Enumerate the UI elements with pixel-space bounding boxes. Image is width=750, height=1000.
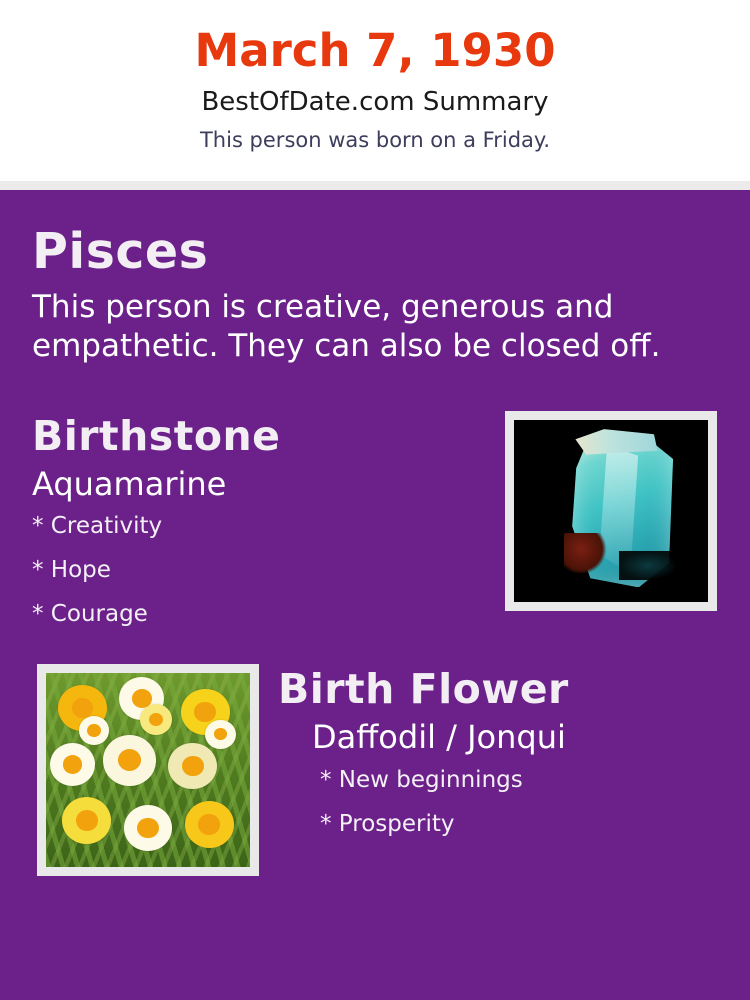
flower-bloom-icon: [79, 716, 110, 745]
content-panel: [0, 190, 750, 1000]
flower-bloom-icon: [205, 720, 236, 749]
gem-top-icon: [568, 429, 657, 454]
gem-inclusion-icon: [564, 533, 607, 573]
site-summary-label: BestOfDate.com Summary: [201, 87, 549, 117]
birthflower-text: [278, 662, 708, 846]
birthflower-image: [37, 664, 259, 876]
header: [0, 0, 750, 181]
header-divider: [0, 181, 750, 190]
birthstone-trait: * Courage: [32, 601, 148, 627]
flower-bloom-icon: [103, 735, 156, 785]
flower-bloom-icon: [185, 801, 234, 848]
birthstone-title: Birthstone: [32, 412, 281, 460]
zodiac-description: This person is creative, generous and empathetic. They can also be closed off.: [32, 289, 661, 364]
birthstone-image: [505, 411, 717, 611]
birthflower-title: Birth Flower: [278, 665, 569, 713]
birthflower-name: Daffodil / Jonqui: [312, 718, 566, 756]
birthflower-trait: * New beginnings: [320, 767, 523, 793]
flower-bloom-icon: [50, 743, 95, 786]
birthflower-trait: * Prosperity: [320, 811, 455, 837]
birthflower-image-inner: [46, 673, 250, 867]
birth-day-note: This person was born on a Friday.: [199, 128, 551, 152]
flower-bloom-icon: [62, 797, 111, 844]
birthstone-section: [32, 410, 718, 650]
zodiac-sign-title: Pisces: [32, 223, 209, 280]
birthstone-name: Aquamarine: [32, 465, 227, 503]
birthflower-section: [32, 662, 718, 882]
birthstone-image-inner: [514, 420, 708, 602]
page-title: March 7, 1930: [194, 24, 556, 77]
birthstone-trait: * Hope: [32, 557, 111, 583]
gem-shadow-icon: [619, 551, 677, 580]
birthstone-trait: * Creativity: [32, 513, 163, 539]
